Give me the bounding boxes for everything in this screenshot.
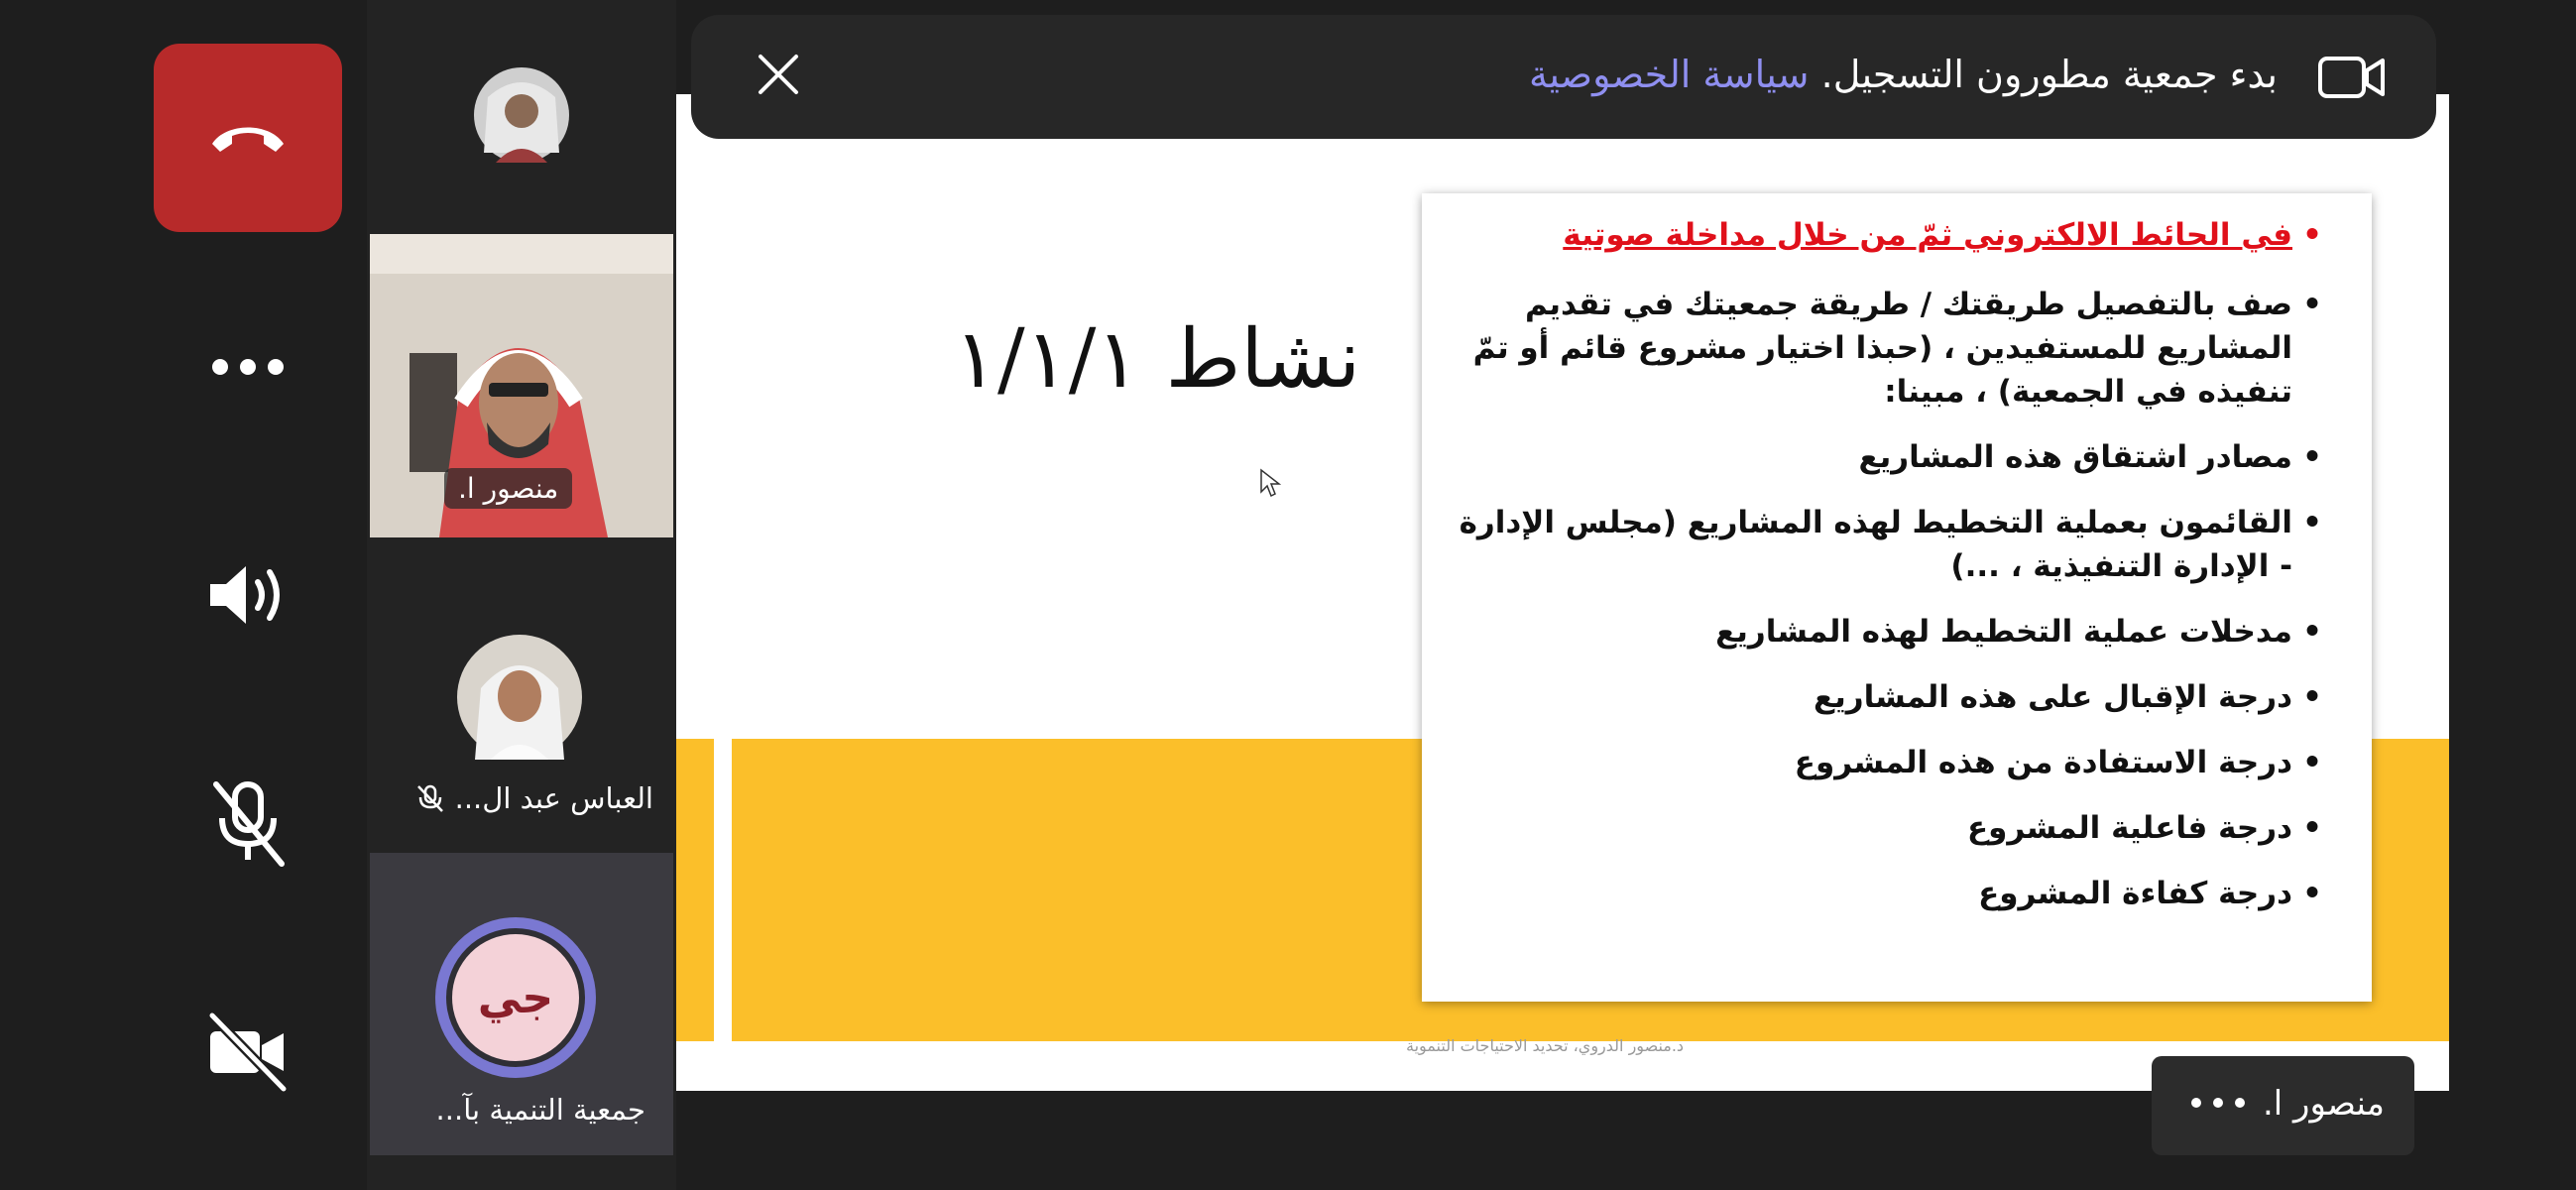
bullet-item: • صف بالتفصيل طريقتك / طريقة جمعيتك في تقديم المشاريع للمستفيدين ، (حبذا اختيار مشروع قائم أو تمّ تنفيذه في الجمعية) ، مبينا:: [1442, 283, 2314, 414]
recording-notification-banner: [691, 15, 2436, 139]
bullet-item: • درجة الإقبال على هذه المشاريع: [1442, 675, 2314, 719]
presenter-name: منصور ا.: [2262, 1084, 2385, 1124]
presenter-chip[interactable]: [2152, 1056, 2414, 1155]
bullet-item: • في الحائط الالكتروني ثمّ من خلال مداخلة صوتية: [1442, 213, 2314, 257]
bullet-item: • درجة الاستفادة من هذه المشروع: [1442, 741, 2314, 784]
participant-tile[interactable]: [370, 0, 673, 228]
bullet-item: • القائمون بعملية التخطيط لهذه المشاريع (مجلس الإدارة - الإدارة التنفيذية ، ...): [1442, 501, 2314, 588]
slide-decoration: [714, 739, 732, 1041]
participant-video-tile[interactable]: [370, 234, 673, 537]
slide-content-box: [1422, 193, 2372, 1002]
slide-decoration: [676, 739, 694, 1041]
slide-title: نشاط ١/١/١: [954, 312, 1361, 407]
slide-footer: د.منصور الدروي، تحديد الاحتياجات التنموية: [1406, 1036, 1685, 1055]
participants-panel: [367, 0, 676, 1190]
participant-tile[interactable]: [370, 545, 673, 848]
slide-bullet-list: [1442, 213, 2314, 937]
speaker-button[interactable]: [154, 501, 342, 689]
more-options-icon[interactable]: [2191, 1098, 2245, 1108]
avatar: [435, 917, 596, 1078]
bullet-item: • مصادر اشتقاق هذه المشاريع: [1442, 435, 2314, 479]
more-options-icon: [212, 359, 284, 375]
presentation-slide: [676, 94, 2449, 1091]
recording-text: بدء جمعية مطورون التسجيل.: [1820, 53, 2278, 96]
right-margin: [2449, 0, 2576, 1190]
call-controls-rail: [0, 0, 367, 1190]
mute-icon: [415, 783, 445, 813]
participant-name: جمعية التنمية بآ...: [435, 1093, 645, 1127]
mute-microphone-button[interactable]: [154, 729, 342, 917]
avatar-initials: جي: [477, 972, 554, 1023]
hang-up-icon: [206, 118, 290, 158]
bullet-item: • درجة فاعلية المشروع: [1442, 806, 2314, 850]
camera-off-icon: [206, 1010, 290, 1093]
participant-label: [415, 781, 653, 815]
participant-name: منصور ا.: [444, 468, 572, 509]
close-icon[interactable]: [749, 45, 808, 104]
video-camera-icon: [2317, 53, 2387, 102]
privacy-policy-link[interactable]: سياسة الخصوصية: [1528, 53, 1810, 96]
hang-up-button[interactable]: [154, 44, 342, 232]
mic-off-icon: [208, 778, 288, 868]
participant-name: العباس عبد ال...: [454, 781, 653, 815]
bullet-item: • درجة كفاءة المشروع: [1442, 872, 2314, 915]
avatar: [457, 635, 582, 760]
bullet-item: • مدخلات عملية التخطيط لهذه المشاريع: [1442, 610, 2314, 654]
more-options-button[interactable]: [154, 273, 342, 461]
cursor-icon: [1259, 468, 1281, 498]
speaker-icon: [206, 560, 290, 630]
avatar: [474, 67, 569, 163]
camera-toggle-button[interactable]: [154, 957, 342, 1145]
participant-tile-active[interactable]: [370, 853, 673, 1155]
recording-message: [1529, 53, 2278, 96]
